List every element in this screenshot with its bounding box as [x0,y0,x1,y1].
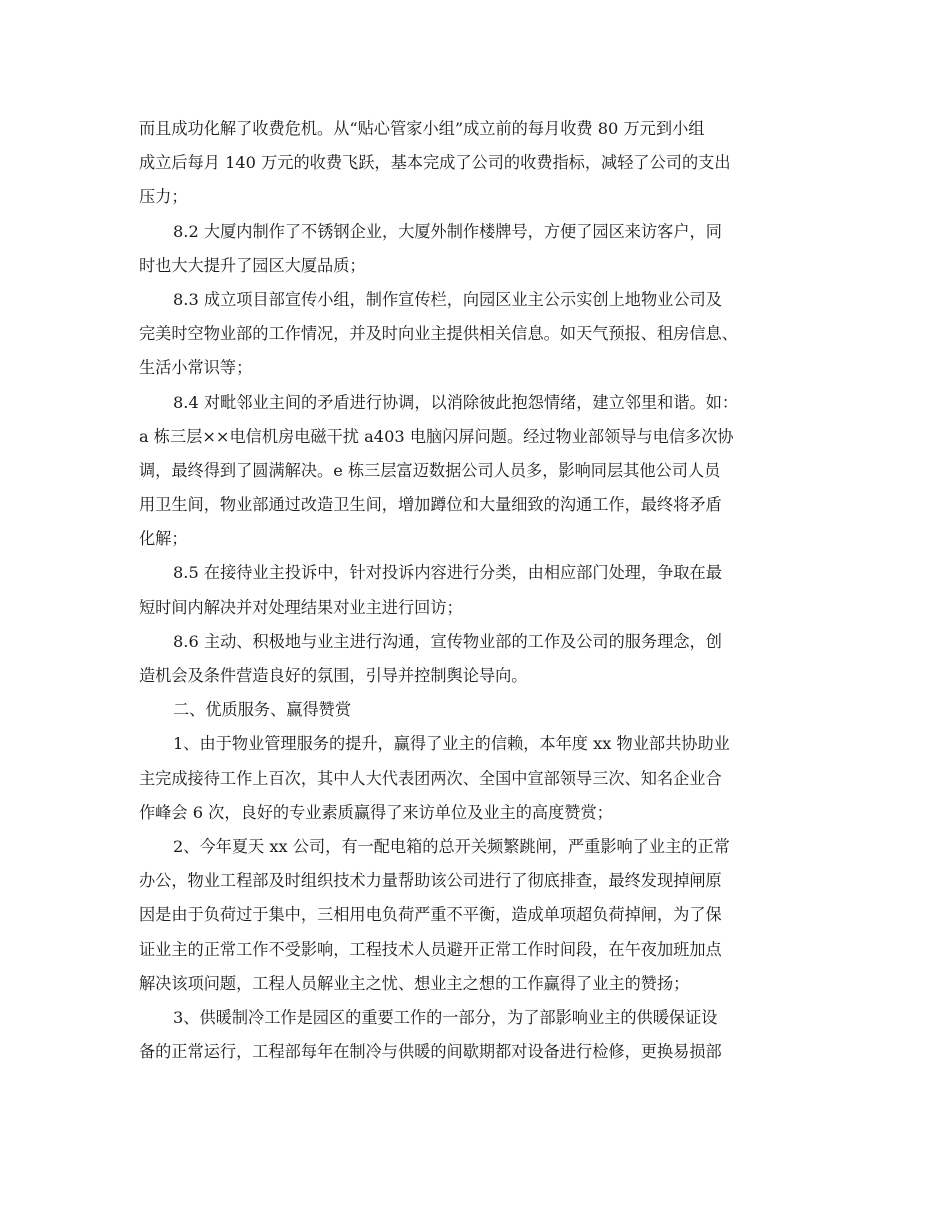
text-line: 成立后每月 140 万元的收费飞跃，基本完成了公司的收费指标，减轻了公司的支出 [139,153,731,173]
text-line: 8.2 大厦内制作了不锈钢企业，大厦外制作楼牌号，方便了园区来访客户，同 [173,221,722,241]
text-line: a 栋三层××电信机房电磁干扰 a403 电脑闪屏问题。经过物业部领导与电信多次协 [139,426,734,446]
text-line: 化解； [139,529,188,549]
text-line: 主完成接待工作上百次，其中人大代表团两次、全国中宣部领导三次、知名企业合 [139,768,722,788]
text-line: 时也大大提升了园区大厦品质； [139,255,366,275]
text-line: 备的正常运行，工程部每年在制冷与供暖的间歇期都对设备进行检修，更换易损部 [139,1042,722,1062]
text-line: 用卫生间，物业部通过改造卫生间，增加蹲位和大量细致的沟通工作，最终将矛盾 [139,495,722,515]
text-line: 8.3 成立项目部宣传小组，制作宣传栏，向园区业主公示实创上地物业公司及 [173,289,722,309]
text-line: 3、供暖制冷工作是园区的重要工作的一部分，为了部影响业主的供暖保证设 [173,1007,718,1027]
text-line: 办公，物业工程部及时组织技术力量帮助该公司进行了彻底排查，最终发现掉闸原 [139,871,722,891]
text-line: 因是由于负荷过于集中，三相用电负荷严重不平衡，造成单项超负荷掉闸，为了保 [139,905,722,925]
text-line: 2、今年夏天 xx 公司，有一配电箱的总开关频繁跳闸，严重影响了业主的正常 [173,836,730,856]
section-heading: 二、优质服务、赢得赞赏 [173,700,352,720]
document-body [139,112,823,1069]
text-line: 8.5 在接待业主投诉中，针对投诉内容进行分类，由相应部门处理，争取在最 [173,563,722,583]
text-line: 作峰会 6 次，良好的专业素质赢得了来访单位及业主的高度赞赏； [139,802,613,822]
text-line: 8.6 主动、积极地与业主进行沟通，宣传物业部的工作及公司的服务理念，创 [173,631,722,651]
text-line: 8.4 对毗邻业主间的矛盾进行协调，以消除彼此抱怨情绪，建立邻里和谐。如： [173,392,739,412]
text-line: 压力； [139,187,188,207]
text-line: 造机会及条件营造良好的氛围，引导并控制舆论导向。 [139,666,528,685]
text-line: 证业主的正常工作不受影响，工程技术人员避开正常工作时间段，在午夜加班加点 [139,939,722,959]
text-line: 解决该项问题，工程人员解业主之忧、想业主之想的工作赢得了业主的赞扬； [139,973,690,993]
text-line: 短时间内解决并对处理结果对业主进行回访； [139,597,463,617]
text-line: 而且成功化解了收费危机。从“贴心管家小组”成立前的每月收费 80 万元到小组 [139,119,705,138]
text-line: 完美时空物业部的工作情况，并及时向业主提供相关信息。如天气预报、租房信息、 [139,324,738,344]
text-line: 调，最终得到了圆满解决。e 栋三层富迈数据公司人员多，影响同层其他公司人员 [139,460,721,480]
text-line: 1、由于物业管理服务的提升，赢得了业主的信赖，本年度 xx 物业部共协助业 [173,734,730,754]
text-line: 生活小常识等； [139,358,253,378]
